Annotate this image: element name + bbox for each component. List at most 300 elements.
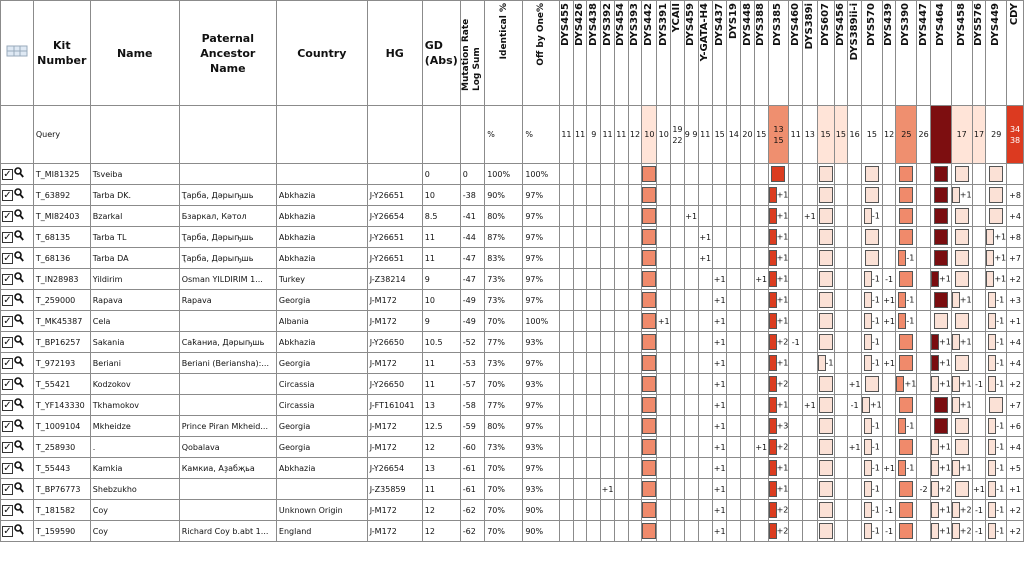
marker-dys454-cell: [614, 395, 628, 416]
table-row[interactable]: [1, 164, 1024, 185]
ancestor-cell: Ҭарба, Дәрыҧшь: [179, 185, 276, 206]
marker-ycaii-cell: [671, 416, 685, 437]
row-select-cell: [1, 269, 34, 290]
row-checkbox[interactable]: ✓: [3, 420, 12, 432]
diff-box: [864, 355, 872, 371]
marker-dys460-cell: [789, 395, 803, 416]
marker-dys438-cell: [587, 437, 601, 458]
gd-cell: 11: [422, 479, 460, 500]
table-row[interactable]: [1, 185, 1024, 206]
marker-dys464-cell: +1: [931, 353, 952, 374]
name-cell: Shebzukho: [90, 479, 179, 500]
marker-dys426-cell: [573, 374, 587, 395]
ancestor-cell: Richard Coy b.abt 1...: [179, 521, 276, 542]
marker-dys426-cell: [573, 353, 587, 374]
marker-dys390-cell: [896, 395, 917, 416]
marker-dys388-cell: [754, 248, 768, 269]
marker-dys389i-cell: [803, 269, 817, 290]
marker-y-gata-h4-cell: [698, 458, 712, 479]
marker-dys459-cell: [684, 248, 698, 269]
row-checkbox[interactable]: ✓: [3, 504, 12, 516]
marker-dys19-cell: [727, 290, 741, 311]
kit-number-cell: T_972193: [33, 353, 90, 374]
marker-dys607-cell: [817, 500, 834, 521]
marker-dys607-cell: [817, 227, 834, 248]
ancestor-cell: [179, 479, 276, 500]
marker-dys391-cell: [657, 500, 671, 521]
marker-dys464-cell: [931, 311, 952, 332]
marker-dys388-cell: [754, 374, 768, 395]
table-row[interactable]: [1, 353, 1024, 374]
marker-dys389ii-i-cell: [848, 269, 862, 290]
marker-dys448-cell: [741, 248, 755, 269]
marker-dys442-cell: [642, 521, 657, 542]
row-checkbox[interactable]: ✓: [3, 273, 12, 285]
marker-dys389i-cell: [803, 311, 817, 332]
marker-dys459-cell: [684, 227, 698, 248]
marker-header-dys456: DYS456: [834, 1, 848, 106]
kit-number-cell: T_258930: [33, 437, 90, 458]
row-checkbox[interactable]: ✓: [3, 231, 12, 243]
diff-box: [819, 334, 833, 350]
diff-box: [899, 271, 913, 287]
marker-dys426-cell: [573, 521, 587, 542]
row-checkbox[interactable]: ✓: [3, 525, 12, 537]
hg-cell: [367, 164, 422, 185]
marker-dys570-cell: -1: [861, 290, 882, 311]
row-select-cell: [1, 311, 34, 332]
search-icon[interactable]: [14, 314, 24, 328]
marker-header-dys455: DYS455: [560, 1, 574, 106]
diff-box: [952, 460, 960, 476]
name-cell: Kodzokov: [90, 374, 179, 395]
marker-dys390-cell: [896, 521, 917, 542]
row-select-cell: [1, 332, 34, 353]
marker-dys454-cell: [614, 500, 628, 521]
marker-dys19-cell: [727, 332, 741, 353]
search-icon[interactable]: [14, 272, 24, 286]
marker-dys447-cell: [917, 248, 931, 269]
marker-dys454-cell: [614, 290, 628, 311]
search-icon[interactable]: [14, 398, 24, 412]
offbyone-cell: 100%: [523, 164, 560, 185]
identical-cell: 80%: [485, 206, 523, 227]
diff-box: [989, 208, 1003, 224]
marker-header-dys442: DYS442: [642, 1, 657, 106]
marker-dys442-cell: [642, 500, 657, 521]
marker-dys607-cell: [817, 164, 834, 185]
identical-cell: 73%: [485, 269, 523, 290]
marker-dys449-cell: +1: [986, 269, 1007, 290]
row-checkbox[interactable]: ✓: [3, 483, 12, 495]
diff-box: [819, 313, 833, 329]
query-marker-dys607: 15: [817, 106, 834, 164]
search-icon[interactable]: [14, 188, 24, 202]
marker-dys456-cell: [834, 395, 848, 416]
hg-cell: J-Y26654: [367, 458, 422, 479]
marker-dys389i-cell: [803, 227, 817, 248]
table-row[interactable]: [1, 374, 1024, 395]
marker-dys458-cell: [951, 248, 972, 269]
search-icon[interactable]: [14, 482, 24, 496]
row-checkbox[interactable]: ✓: [3, 357, 12, 369]
marker-dys449-cell: -1: [986, 353, 1007, 374]
row-checkbox[interactable]: ✓: [3, 315, 12, 327]
row-select-cell: [1, 290, 34, 311]
gd-cell: 12: [422, 437, 460, 458]
row-checkbox[interactable]: ✓: [3, 210, 12, 222]
marker-dys458-cell: [951, 269, 972, 290]
marker-dys464-cell: +1: [931, 458, 952, 479]
marker-dys458-cell: +1: [951, 290, 972, 311]
marker-dys454-cell: [614, 164, 628, 185]
table-row[interactable]: [1, 332, 1024, 353]
mutation-cell: -61: [460, 458, 484, 479]
marker-dys442-cell: [642, 374, 657, 395]
diff-box: [769, 439, 777, 455]
marker-dys390-cell: -1: [896, 311, 917, 332]
marker-dys439-cell: [882, 437, 896, 458]
search-icon[interactable]: [14, 167, 24, 181]
marker-dys393-cell: [628, 458, 642, 479]
marker-dys391-cell: [657, 395, 671, 416]
row-checkbox[interactable]: ✓: [3, 336, 12, 348]
marker-dys442-cell: [642, 185, 657, 206]
marker-dys391-cell: [657, 269, 671, 290]
marker-y-gata-h4-cell: [698, 290, 712, 311]
diff-box: [642, 460, 656, 476]
marker-dys390-cell: [896, 500, 917, 521]
marker-dys607-cell: [817, 437, 834, 458]
marker-dys448-cell: [741, 227, 755, 248]
marker-dys391-cell: [657, 332, 671, 353]
marker-dys437-cell: +1: [712, 395, 726, 416]
search-icon[interactable]: [14, 440, 24, 454]
query-empty-cell: [422, 106, 460, 164]
diff-box: [931, 523, 939, 539]
diff-box: [899, 523, 913, 539]
row-select-cell: [1, 437, 34, 458]
marker-y-gata-h4-cell: [698, 395, 712, 416]
marker-dys438-cell: [587, 269, 601, 290]
table-row[interactable]: [1, 269, 1024, 290]
marker-dys438-cell: [587, 248, 601, 269]
marker-dys449-cell: [986, 164, 1007, 185]
marker-dys19-cell: [727, 395, 741, 416]
gd-cell: 8.5: [422, 206, 460, 227]
diff-box: [899, 397, 913, 413]
diff-box: [642, 166, 656, 182]
kit-number-cell: T_YF143330: [33, 395, 90, 416]
kit-number-cell: T_63892: [33, 185, 90, 206]
marker-dys576-cell: [972, 269, 986, 290]
diff-box: [934, 229, 948, 245]
header-row: [1, 1, 1024, 106]
marker-ycaii-cell: [671, 458, 685, 479]
diff-box: [899, 481, 913, 497]
marker-y-gata-h4-cell: [698, 353, 712, 374]
gd-cell: 11: [422, 353, 460, 374]
marker-dys447-cell: [917, 332, 931, 353]
country-cell: Abkhazia: [276, 185, 367, 206]
search-icon[interactable]: [14, 524, 24, 538]
marker-dys389i-cell: [803, 353, 817, 374]
diff-box: [899, 334, 913, 350]
marker-dys570-cell: -1: [861, 500, 882, 521]
marker-dys439-cell: -1: [882, 269, 896, 290]
marker-dys464-cell: +1: [931, 521, 952, 542]
table-row[interactable]: [1, 227, 1024, 248]
marker-dys458-cell: [951, 437, 972, 458]
marker-dys455-cell: [560, 353, 574, 374]
off-by-one-header: Off by One%: [523, 1, 560, 106]
search-icon[interactable]: [14, 230, 24, 244]
marker-dys389i-cell: +1: [803, 206, 817, 227]
table-row[interactable]: [1, 290, 1024, 311]
marker-y-gata-h4-cell: [698, 311, 712, 332]
diff-box: [769, 271, 777, 287]
row-checkbox[interactable]: ✓: [3, 378, 12, 390]
search-icon[interactable]: [14, 209, 24, 223]
marker-dys438-cell: [587, 374, 601, 395]
row-select-cell: [1, 521, 34, 542]
marker-dys456-cell: [834, 164, 848, 185]
country-cell: Georgia: [276, 416, 367, 437]
name-header: Name: [90, 1, 179, 106]
marker-dys448-cell: [741, 332, 755, 353]
marker-dys456-cell: [834, 374, 848, 395]
search-icon[interactable]: [14, 293, 24, 307]
marker-ycaii-cell: [671, 269, 685, 290]
diff-box: [931, 481, 939, 497]
marker-dys454-cell: [614, 185, 628, 206]
marker-dys426-cell: [573, 395, 587, 416]
diff-box: [865, 166, 879, 182]
query-marker-dys439: 12: [882, 106, 896, 164]
diff-box: [819, 481, 833, 497]
marker-dys460-cell: [789, 479, 803, 500]
gd-cell: 11: [422, 227, 460, 248]
marker-dys454-cell: [614, 227, 628, 248]
search-icon[interactable]: [14, 251, 24, 265]
marker-dys389i-cell: +1: [803, 395, 817, 416]
marker-dys456-cell: [834, 353, 848, 374]
marker-dys393-cell: [628, 227, 642, 248]
diff-box: [769, 334, 777, 350]
gd-cell: 11: [422, 248, 460, 269]
row-checkbox[interactable]: ✓: [3, 441, 12, 453]
marker-dys19-cell: [727, 458, 741, 479]
query-marker-cdy: 34 38: [1007, 106, 1024, 164]
marker-dys389ii-i-cell: [848, 227, 862, 248]
diff-box: [642, 439, 656, 455]
marker-dys385-cell: +1: [768, 290, 789, 311]
row-select-cell: [1, 374, 34, 395]
offbyone-cell: 97%: [523, 269, 560, 290]
diff-box: [769, 229, 777, 245]
marker-dys607-cell: [817, 479, 834, 500]
name-cell: Tsveiba: [90, 164, 179, 185]
marker-dys456-cell: [834, 269, 848, 290]
marker-dys389ii-i-cell: [848, 206, 862, 227]
diff-box: [952, 397, 960, 413]
row-checkbox[interactable]: ✓: [3, 399, 12, 411]
query-identical: %: [485, 106, 523, 164]
marker-dys459-cell: +1: [684, 206, 698, 227]
marker-dys464-cell: [931, 206, 952, 227]
marker-dys576-cell: -1: [972, 521, 986, 542]
marker-y-gata-h4-cell: [698, 269, 712, 290]
marker-dys460-cell: [789, 227, 803, 248]
marker-dys393-cell: [628, 521, 642, 542]
table-row[interactable]: [1, 206, 1024, 227]
marker-dys426-cell: [573, 416, 587, 437]
table-row[interactable]: [1, 458, 1024, 479]
marker-dys388-cell: [754, 332, 768, 353]
mutation-cell: -53: [460, 353, 484, 374]
row-checkbox[interactable]: ✓: [3, 462, 12, 474]
diff-box: [769, 418, 777, 434]
marker-dys438-cell: [587, 206, 601, 227]
table-row[interactable]: [1, 500, 1024, 521]
marker-dys388-cell: [754, 479, 768, 500]
gd-cell: 12: [422, 521, 460, 542]
marker-dys438-cell: [587, 416, 601, 437]
marker-dys570-cell: -1: [861, 311, 882, 332]
search-icon[interactable]: [14, 419, 24, 433]
diff-box: [819, 187, 833, 203]
diff-box: [934, 397, 948, 413]
row-checkbox[interactable]: ✓: [3, 294, 12, 306]
marker-dys426-cell: [573, 479, 587, 500]
diff-box: [642, 418, 656, 434]
marker-dys385-cell: +1: [768, 185, 789, 206]
marker-dys437-cell: +1: [712, 479, 726, 500]
marker-dys454-cell: [614, 416, 628, 437]
marker-cdy-cell: +7: [1007, 395, 1024, 416]
search-icon[interactable]: [14, 377, 24, 391]
table-row[interactable]: [1, 416, 1024, 437]
search-icon[interactable]: [14, 335, 24, 349]
marker-dys19-cell: [727, 164, 741, 185]
marker-dys464-cell: [931, 185, 952, 206]
marker-dys464-cell: [931, 290, 952, 311]
marker-dys392-cell: [601, 395, 615, 416]
gd-cell: 12.5: [422, 416, 460, 437]
marker-dys448-cell: [741, 500, 755, 521]
marker-dys458-cell: [951, 227, 972, 248]
marker-dys439-cell: +1: [882, 311, 896, 332]
marker-dys388-cell: [754, 227, 768, 248]
marker-dys449-cell: +1: [986, 227, 1007, 248]
row-checkbox[interactable]: ✓: [3, 252, 12, 264]
marker-dys391-cell: [657, 458, 671, 479]
marker-dys438-cell: [587, 332, 601, 353]
table-row[interactable]: [1, 395, 1024, 416]
mutation-cell: -49: [460, 290, 484, 311]
marker-dys389i-cell: [803, 164, 817, 185]
country-cell: [276, 479, 367, 500]
marker-header-dys570: DYS570: [861, 1, 882, 106]
marker-dys19-cell: [727, 416, 741, 437]
row-checkbox[interactable]: ✓: [3, 168, 12, 180]
marker-header-dys460: DYS460: [789, 1, 803, 106]
marker-dys442-cell: [642, 395, 657, 416]
table-row[interactable]: [1, 248, 1024, 269]
diff-box: [989, 166, 1003, 182]
diff-box: [864, 208, 872, 224]
marker-dys459-cell: [684, 479, 698, 500]
row-checkbox[interactable]: ✓: [3, 189, 12, 201]
row-select-cell: [1, 248, 34, 269]
marker-dys426-cell: [573, 290, 587, 311]
hg-cell: J-M172: [367, 437, 422, 458]
marker-dys454-cell: [614, 458, 628, 479]
table-row[interactable]: [1, 311, 1024, 332]
marker-ycaii-cell: [671, 437, 685, 458]
table-row[interactable]: [1, 479, 1024, 500]
marker-dys437-cell: +1: [712, 311, 726, 332]
marker-dys576-cell: [972, 164, 986, 185]
marker-dys391-cell: [657, 227, 671, 248]
marker-dys385-cell: +1: [768, 227, 789, 248]
marker-header-dys392: DYS392: [601, 1, 615, 106]
name-cell: Cela: [90, 311, 179, 332]
marker-dys438-cell: [587, 521, 601, 542]
marker-dys390-cell: [896, 164, 917, 185]
search-icon[interactable]: [14, 503, 24, 517]
gd-cell: 10: [422, 185, 460, 206]
marker-dys449-cell: [986, 206, 1007, 227]
marker-dys390-cell: -1: [896, 248, 917, 269]
marker-header-y-gata-h4: Y-GATA-H4: [698, 1, 712, 106]
marker-dys607-cell: [817, 290, 834, 311]
search-icon[interactable]: [14, 356, 24, 370]
grid-icon[interactable]: [6, 48, 28, 61]
marker-y-gata-h4-cell: [698, 521, 712, 542]
marker-dys389ii-i-cell: [848, 458, 862, 479]
mutation-cell: -52: [460, 332, 484, 353]
mutation-cell: -61: [460, 479, 484, 500]
marker-ycaii-cell: [671, 227, 685, 248]
table-row[interactable]: [1, 521, 1024, 542]
identical-cell: 90%: [485, 185, 523, 206]
diff-box: [899, 229, 913, 245]
search-icon[interactable]: [14, 461, 24, 475]
ancestor-cell: [179, 311, 276, 332]
marker-dys607-cell: [817, 374, 834, 395]
marker-dys426-cell: [573, 185, 587, 206]
query-empty-cell: [179, 106, 276, 164]
marker-dys460-cell: -1: [789, 332, 803, 353]
marker-dys437-cell: [712, 248, 726, 269]
marker-dys389ii-i-cell: +1: [848, 374, 862, 395]
table-row[interactable]: [1, 437, 1024, 458]
marker-dys455-cell: [560, 206, 574, 227]
country-cell: Unknown Origin: [276, 500, 367, 521]
identical-cell: 70%: [485, 311, 523, 332]
marker-dys570-cell: -1: [861, 269, 882, 290]
marker-dys389ii-i-cell: +1: [848, 437, 862, 458]
diff-box: [862, 397, 870, 413]
marker-dys449-cell: -1: [986, 500, 1007, 521]
marker-dys389ii-i-cell: [848, 185, 862, 206]
marker-y-gata-h4-cell: [698, 206, 712, 227]
marker-dys455-cell: [560, 164, 574, 185]
offbyone-cell: 93%: [523, 437, 560, 458]
hg-cell: J-Z35859: [367, 479, 422, 500]
marker-dys449-cell: [986, 395, 1007, 416]
